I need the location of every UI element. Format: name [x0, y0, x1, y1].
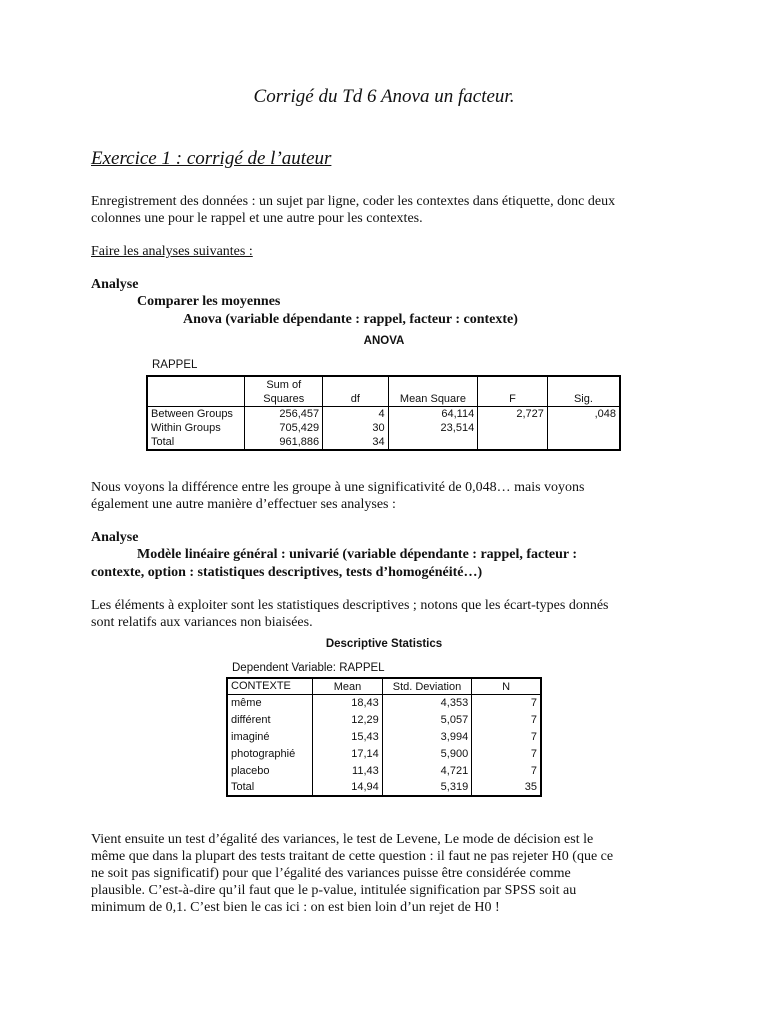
table-cell: 4 [323, 406, 389, 421]
table-row [227, 779, 541, 796]
row-label: placebo [227, 762, 313, 779]
document-title: Corrigé du Td 6 Anova un facteur. [253, 86, 515, 107]
paragraph-line: Vient ensuite un test d’égalité des variances, le test de Levene, Le mode de décision est le [91, 832, 594, 847]
paragraph-line: colonnes une pour le rappel et une autre pour les contextes. [91, 211, 423, 226]
table-cell: 5,057 [382, 711, 471, 728]
descriptive-table-title: Descriptive Statistics [325, 638, 443, 650]
exercise-heading: Exercice 1 : corrigé de l’auteur [91, 148, 332, 169]
paragraph-significance [91, 479, 691, 513]
table-cell: 7 [530, 764, 537, 777]
table-cell: 4,353 [382, 694, 471, 711]
table-cell: 23,514 [388, 421, 478, 435]
paragraph-line: plausible. C’est-à-dire qu’il faut que le p-value, intitulée signification par SPSS soit au [91, 883, 577, 898]
table-cell: 12,29 [313, 711, 382, 728]
row-label: Total [147, 435, 245, 450]
paragraph-levene [91, 831, 691, 916]
column-header: df [323, 376, 389, 406]
row-label: même [227, 694, 313, 711]
table-cell: 961,886 [245, 435, 323, 450]
table-cell: 4,721 [382, 762, 471, 779]
row-label: photographié [227, 745, 313, 762]
table-cell [547, 435, 620, 450]
table-cell: 7 [530, 713, 537, 726]
table-cell: 17,14 [313, 745, 382, 762]
column-header: Sum of Squares [245, 376, 323, 406]
table-cell: 7 [530, 730, 537, 743]
table-cell: 705,429 [245, 421, 323, 435]
column-header: N [472, 678, 541, 694]
table-cell: 64,114 [388, 406, 478, 421]
paragraph-line: sont relatifs aux variances non biaisées. [91, 615, 313, 630]
table-cell: 5,319 [382, 779, 471, 796]
table-row [147, 435, 620, 450]
descriptive-table-subtitle: Dependent Variable: RAPPEL [232, 662, 385, 674]
paragraph-line: même que dans la plupart des tests traitant de cette question : il faut ne pas rejeter H0 (que ce [91, 849, 614, 864]
table-cell: 5,900 [382, 745, 471, 762]
paragraph-line: également une autre manière d’effectuer ses analyses : [91, 497, 396, 512]
table-cell [478, 435, 548, 450]
row-label: Total [227, 779, 313, 796]
column-header: Mean [313, 678, 382, 694]
table-row [227, 762, 541, 779]
anova-table [146, 375, 621, 451]
table-cell: ,048 [594, 407, 616, 420]
table-row [227, 745, 541, 762]
column-header: F [478, 376, 548, 406]
table-cell: 35 [524, 781, 537, 793]
table-cell [478, 421, 548, 435]
analyses-instruction: Faire les analyses suivantes : [91, 244, 253, 259]
table-cell: 2,727 [478, 406, 548, 421]
table-cell: 256,457 [245, 406, 323, 421]
table-cell: 14,94 [313, 779, 382, 796]
descriptive-table [226, 677, 542, 797]
paragraph-line: Enregistrement des données : un sujet par ligne, coder les contextes dans étiquette, donc deux [91, 194, 616, 209]
row-label: imaginé [227, 728, 313, 745]
analyse-step: contexte, option : statistiques descriptives, tests d’homogénéité…) [91, 565, 483, 580]
column-header: Std. Deviation [382, 678, 471, 694]
table-row [147, 421, 620, 435]
table-cell: 7 [530, 747, 537, 760]
table-header-row [147, 376, 620, 406]
paragraph-line: ne soit pas significatif) pour que l’égalité des variances puisse être considérée comme [91, 866, 571, 881]
paragraph-line: Nous voyons la différence entre les groupe à une significativité de 0,048… mais voyons [91, 480, 585, 495]
analyse-label: Analyse [91, 277, 139, 292]
row-label: Between Groups [147, 406, 245, 421]
table-row [227, 728, 541, 745]
row-label: Within Groups [147, 421, 245, 435]
table-cell: 18,43 [313, 694, 382, 711]
table-row [227, 694, 541, 711]
table-cell: 15,43 [313, 728, 382, 745]
anova-table-subtitle: RAPPEL [152, 359, 198, 371]
row-label: différent [227, 711, 313, 728]
paragraph-data-entry [91, 193, 691, 227]
table-cell [547, 421, 620, 435]
analyse-step: Comparer les moyennes [137, 294, 281, 309]
analyse-step: Anova (variable dépendante : rappel, facteur : contexte) [183, 312, 518, 327]
paragraph-line: minimum de 0,1. C’est bien le cas ici : on est bien loin d’un rejet de H0 ! [91, 900, 500, 915]
table-cell [388, 435, 478, 450]
column-header: Mean Square [388, 376, 478, 406]
analyse-step: Modèle linéaire général : univarié (variable dépendante : rappel, facteur : [137, 547, 578, 562]
anova-table-title: ANOVA [363, 335, 405, 347]
analyse-label: Analyse [91, 530, 139, 545]
table-cell: 30 [323, 421, 389, 435]
column-header: CONTEXTE [227, 678, 313, 694]
table-row [147, 406, 620, 421]
table-row [227, 711, 541, 728]
column-header: Sig. [547, 376, 620, 406]
paragraph-line: Les éléments à exploiter sont les statistiques descriptives ; notons que les écart-types donnés [91, 598, 609, 613]
table-header-row [227, 678, 541, 694]
table-cell: 3,994 [382, 728, 471, 745]
table-cell: 34 [323, 435, 389, 450]
paragraph-descriptives [91, 597, 691, 631]
table-cell: 7 [530, 696, 537, 709]
table-cell: 11,43 [313, 762, 382, 779]
